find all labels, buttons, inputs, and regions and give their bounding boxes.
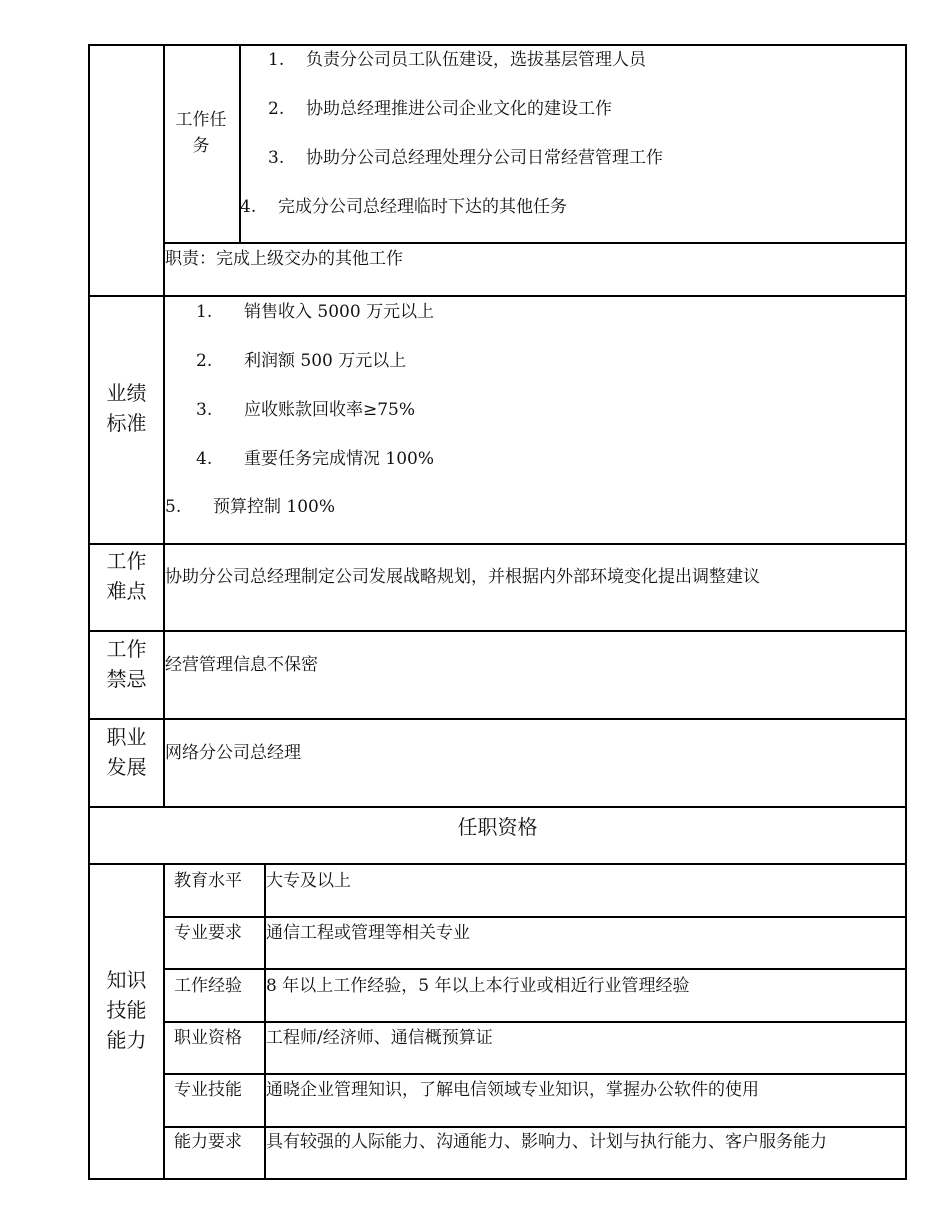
performance-item: 3. 应收账款回收率≥75%	[196, 400, 416, 420]
knowledge-value: 通信工程或管理等相关专业	[266, 923, 470, 943]
row-divider	[88, 295, 907, 297]
qualification-title: 任职资格	[457, 815, 538, 839]
taboo-text: 经营管理信息不保密	[165, 655, 318, 675]
table-border-top	[88, 44, 907, 46]
duty-other: 职责：完成上级交办的其他工作	[165, 249, 403, 269]
work-task-item: 4. 完成分公司总经理临时下达的其他任务	[240, 197, 567, 217]
performance-item: 1. 销售收入 5000 万元以上	[196, 302, 435, 322]
knowledge-row-divider	[163, 1126, 907, 1128]
knowledge-row-divider	[163, 916, 907, 918]
difficulty-text: 协助分公司总经理制定公司发展战略规划，并根据内外部环境变化提出调整建议	[165, 567, 760, 587]
knowledge-key: 职业资格	[174, 1028, 242, 1048]
knowledge-row-divider	[163, 968, 907, 970]
knowledge-value: 8 年以上工作经验，5 年以上本行业或相近行业管理经验	[266, 976, 690, 996]
work-task-item: 2. 协助总经理推进公司企业文化的建设工作	[268, 99, 612, 119]
knowledge-value: 工程师/经济师、通信概预算证	[266, 1028, 493, 1048]
row-divider	[163, 242, 907, 244]
knowledge-value: 具有较强的人际能力、沟通能力、影响力、计划与执行能力、客户服务能力	[266, 1132, 827, 1152]
table-border-bottom	[88, 1178, 907, 1180]
knowledge-row-divider	[163, 1073, 907, 1075]
knowledge-row-divider	[163, 1021, 907, 1023]
knowledge-value: 大专及以上	[266, 871, 351, 891]
knowledge-key: 能力要求	[174, 1132, 242, 1152]
taboo-label: 工作 禁忌	[106, 637, 147, 691]
row-divider	[88, 863, 907, 865]
career-label: 职业 发展	[106, 725, 147, 779]
knowledge-key: 教育水平	[174, 871, 242, 891]
performance-item: 5. 预算控制 100%	[165, 497, 336, 517]
performance-item: 2. 利润额 500 万元以上	[196, 351, 407, 371]
difficulty-label: 工作 难点	[106, 549, 147, 603]
work-task-item: 1. 负责分公司员工队伍建设，选拔基层管理人员	[268, 50, 646, 70]
table-border-right	[905, 44, 907, 1180]
knowledge-value: 通晓企业管理知识，了解电信领域专业知识，掌握办公软件的使用	[266, 1080, 759, 1100]
career-text: 网络分公司总经理	[165, 743, 301, 763]
knowledge-key: 工作经验	[174, 976, 242, 996]
knowledge-key: 专业要求	[174, 923, 242, 943]
row-divider	[88, 543, 907, 545]
performance-item: 4. 重要任务完成情况 100%	[196, 449, 435, 469]
row-divider	[88, 806, 907, 808]
knowledge-key: 专业技能	[174, 1080, 242, 1100]
row-divider	[88, 630, 907, 632]
work-task-label: 工作任 务	[175, 110, 227, 156]
row-divider	[88, 718, 907, 720]
knowledge-label: 知识 技能 能力	[106, 968, 147, 1052]
performance-label: 业绩 标准	[106, 381, 147, 435]
work-task-item: 3. 协助分公司总经理处理分公司日常经营管理工作	[268, 148, 663, 168]
